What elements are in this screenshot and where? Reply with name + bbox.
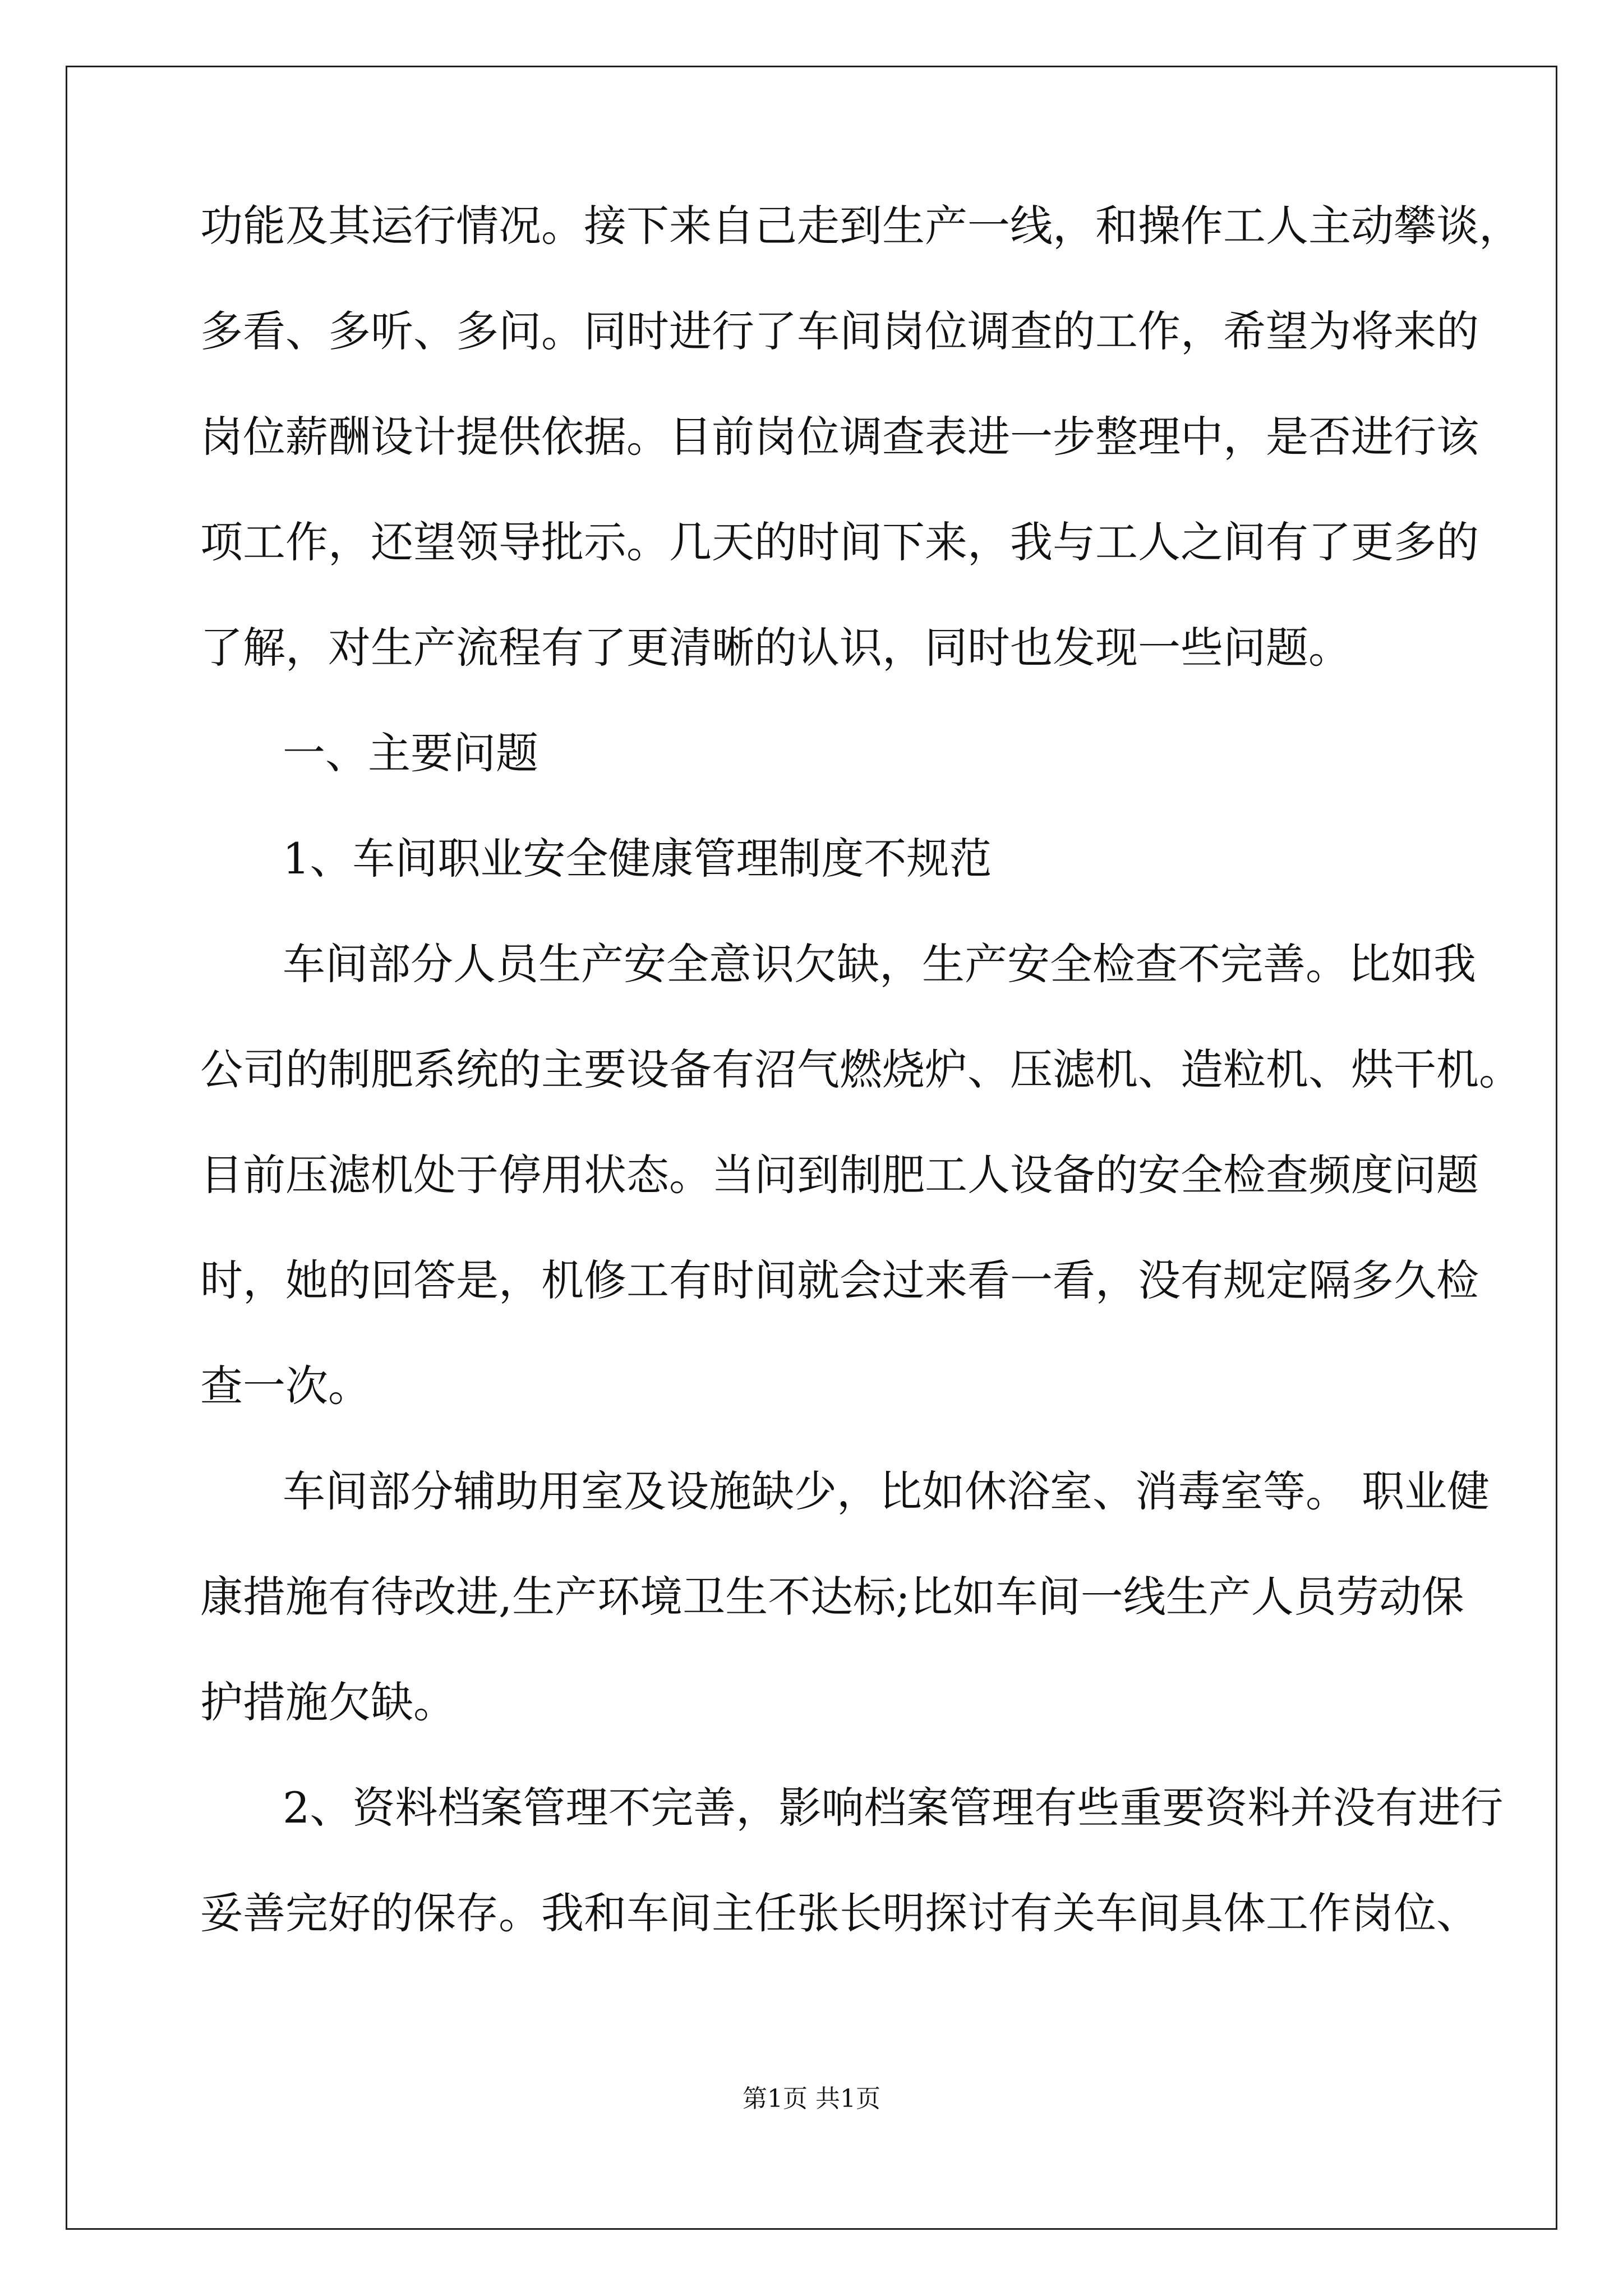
text-line: 公司的制肥系统的主要设备有沼气燃烧炉、压滤机、造粒机、烘干机。 — [200, 1045, 1521, 1094]
text-line: 妥善完好的保存。我和车间主任张长明探讨有关车间具体工作岗位、 — [200, 1888, 1479, 1938]
paragraph-start: 车间部分人员生产安全意识欠缺，生产安全检查不完善。比如我 — [283, 939, 1476, 989]
text-line: 多看、多听、多问。同时进行了车间岗位调查的工作，希望为将来的 — [200, 306, 1479, 356]
subsection-heading: 1、车间职业安全健康管理制度不规范 — [283, 834, 992, 884]
text-line: 项工作，还望领导批示。几天的时间下来，我与工人之间有了更多的 — [200, 517, 1479, 567]
text-line: 查一次。 — [200, 1361, 371, 1411]
text-line: 岗位薪酬设计提供依据。目前岗位调查表进一步整理中，是否进行该 — [200, 412, 1479, 462]
subsection-heading: 2、资料档案管理不完善，影响档案管理有些重要资料并没有进行 — [283, 1783, 1504, 1833]
text-line: 康措施有待改进,生产环境卫生不达标;比如车间一线生产人员劳动保 — [200, 1572, 1464, 1622]
section-heading: 一、主要问题 — [283, 728, 538, 778]
text-line: 目前压滤机处于停用状态。当问到制肥工人设备的安全检查频度问题 — [200, 1150, 1479, 1200]
text-line: 时，她的回答是，机修工有时间就会过来看一看，没有规定隔多久检 — [200, 1255, 1479, 1305]
paragraph-start: 车间部分辅助用室及设施缺少，比如休浴室、消毒室等。 职业健 — [283, 1466, 1490, 1516]
text-line: 护措施欠缺。 — [200, 1677, 456, 1727]
text-line: 了解，对生产流程有了更清晰的认识，同时也发现一些问题。 — [200, 623, 1351, 673]
page-footer: 第1页 共1页 — [743, 2085, 880, 2113]
text-line: 功能及其运行情况。接下来自己走到生产一线，和操作工人主动攀谈， — [200, 201, 1521, 251]
